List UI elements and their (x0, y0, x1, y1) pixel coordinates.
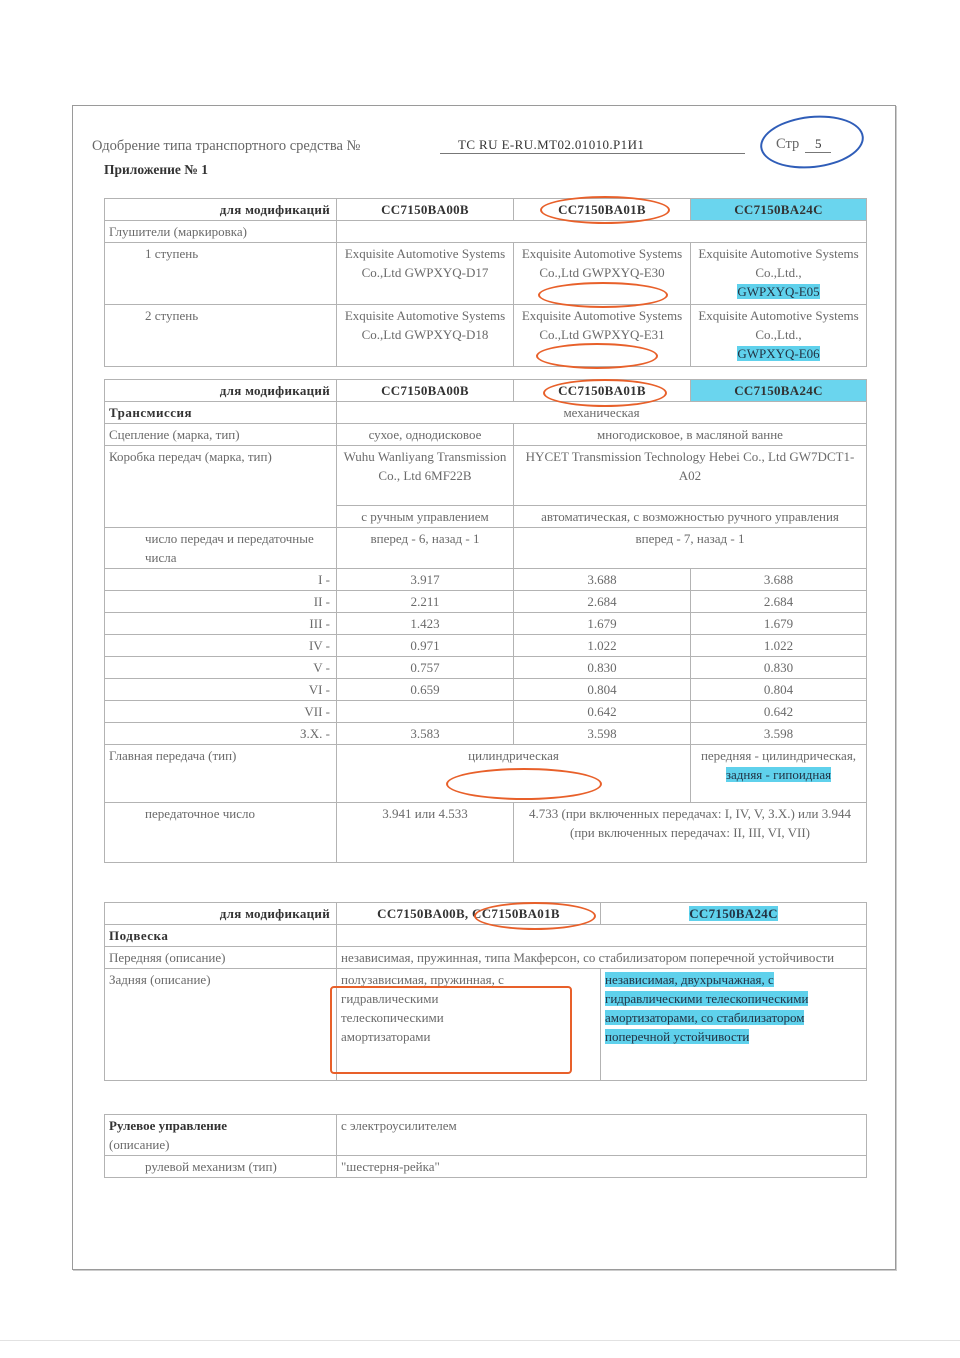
table-cell: "шестерня-рейка" (337, 1156, 867, 1178)
mod-header: CC7150BA24C (691, 199, 867, 221)
table-cell: автоматическая, с возможностью ручного управления (514, 506, 867, 528)
table-row (105, 305, 867, 367)
muffler-table (104, 198, 867, 367)
table-cell: 3.688 (514, 569, 691, 591)
table-row (105, 679, 867, 701)
table-cell: 1.022 (691, 635, 867, 657)
table-row (105, 199, 867, 221)
table-cell: 3.598 (514, 723, 691, 745)
gear-label: VI - (105, 679, 337, 701)
section-label: Трансмиссия (105, 402, 337, 424)
table-cell (691, 305, 867, 367)
row-label (105, 1115, 337, 1156)
table-cell: Exquisite Automotive Systems Co.,Ltd GWPXYQ-E30 (514, 243, 691, 305)
gear-label: I - (105, 569, 337, 591)
mod-header: CC7150BA00B (337, 199, 514, 221)
table-cell: цилиндрическая (337, 745, 691, 803)
table-cell: 0.830 (691, 657, 867, 679)
table-cell: 0.642 (514, 701, 691, 723)
highlighted-text: GWPXYQ-E05 (737, 284, 820, 299)
mod-text: CC7150BA00B, (377, 906, 469, 921)
orange-oval-mark (540, 196, 670, 224)
modifications-label: для модификаций (105, 380, 337, 402)
table-cell: 0.804 (691, 679, 867, 701)
table-cell: Exquisite Automotive Systems Co.,Ltd GWPXYQ-D17 (337, 243, 514, 305)
row-label: Передняя (описание) (105, 947, 337, 969)
table-cell: HYCET Transmission Technology Hebei Co., Ltd GW7DCT1-A02 (514, 446, 867, 506)
table-cell: с электроусилителем (337, 1115, 867, 1156)
table-cell: с ручным управлением (337, 506, 514, 528)
row-label: передаточное число (105, 803, 337, 863)
mod-header: CC7150BA01B (514, 199, 691, 221)
table-row (105, 221, 867, 243)
row-label: число передач и передаточные числа (105, 528, 337, 569)
table-cell: 0.804 (514, 679, 691, 701)
table-row (105, 243, 867, 305)
table-row (105, 701, 867, 723)
modifications-label: для модификаций (105, 199, 337, 221)
table-row (105, 380, 867, 402)
orange-oval-mark (474, 902, 596, 930)
orange-box-mark (330, 986, 572, 1074)
table-cell: 3.688 (691, 569, 867, 591)
table-row (105, 569, 867, 591)
gear-label: II - (105, 591, 337, 613)
table-cell (691, 745, 867, 803)
table-cell: 0.830 (514, 657, 691, 679)
table-cell: 2.211 (337, 591, 514, 613)
highlighted-text: задняя - гипоидная (725, 767, 832, 782)
page-number: 5 (805, 136, 831, 153)
orange-oval-mark (446, 768, 602, 800)
approval-number: ТС RU E-RU.МТ02.01010.Р1И1 (440, 137, 745, 154)
table-cell: 1.679 (691, 613, 867, 635)
mod-header: CC7150BA24C (691, 380, 867, 402)
table-row (105, 947, 867, 969)
table-cell: полузависимая, пружинная, с гидравлическими телескопическими амортизаторами (337, 969, 601, 1081)
table-cell: 3.598 (691, 723, 867, 745)
row-label: Задняя (описание) (105, 969, 337, 1081)
row-label: Главная передача (тип) (105, 745, 337, 803)
scan-edge-line (0, 1340, 960, 1341)
row-label: Глушители (маркировка) (105, 221, 337, 243)
table-cell (691, 243, 867, 305)
mod-header: CC7150BA01B (514, 380, 691, 402)
approval-label: Одобрение типа транспортного средства № (92, 138, 361, 154)
table-cell: 1.423 (337, 613, 514, 635)
table-cell: независимая, пружинная, типа Макферсон, со стабилизатором поперечной устойчивости (337, 947, 867, 969)
gear-label: З.Х. - (105, 723, 337, 745)
row-label: 2 ступень (105, 305, 337, 367)
highlighted-text: независимая, двухрычажная, с гидравлическими телескопическими амортизаторами, со стабилизатором поперечной устойчивости (605, 972, 809, 1044)
table-row (105, 803, 867, 863)
table-cell: 0.659 (337, 679, 514, 701)
gear-label: V - (105, 657, 337, 679)
orange-oval-mark (543, 379, 667, 407)
table-cell: 1.022 (514, 635, 691, 657)
table-cell: Wuhu Wanliyang Transmission Co., Ltd 6MF22B (337, 446, 514, 506)
table-cell: сухое, однодисковое (337, 424, 514, 446)
table-cell (337, 701, 514, 723)
table-row (105, 528, 867, 569)
table-cell (601, 969, 867, 1081)
orange-oval-mark (536, 343, 658, 369)
mod-header: CC7150BA00B (337, 380, 514, 402)
table-cell: 0.971 (337, 635, 514, 657)
table-cell: многодисковое, в масляной ванне (514, 424, 867, 446)
cell-text: передняя - цилиндрическая, (700, 748, 857, 763)
table-cell: 3.941 или 4.533 (337, 803, 514, 863)
table-row (105, 1156, 867, 1178)
table-cell: 0.757 (337, 657, 514, 679)
table-row (105, 657, 867, 679)
table-row (105, 1115, 867, 1156)
mod-header (601, 903, 867, 925)
table-cell: 4.733 (при включенных передачах: I, IV, V, З.Х.) или 3.944 (при включенных передачах: II, III, VI, VII) (514, 803, 867, 863)
table-cell: Exquisite Automotive Systems Co.,Ltd GWPXYQ-D18 (337, 305, 514, 367)
section-label: Рулевое управление (109, 1118, 228, 1133)
table-row (105, 446, 867, 506)
gear-label: VII - (105, 701, 337, 723)
table-row (105, 591, 867, 613)
table-row (105, 613, 867, 635)
row-label: рулевой механизм (тип) (105, 1156, 337, 1178)
cell-text: Exquisite Automotive Systems Co.,Ltd., (698, 246, 859, 280)
highlighted-text: GWPXYQ-E06 (737, 346, 820, 361)
row-sublabel: (описание) (109, 1137, 170, 1152)
table-cell: 2.684 (691, 591, 867, 613)
table-row (105, 402, 867, 424)
table-row (105, 424, 867, 446)
gear-label: III - (105, 613, 337, 635)
row-label: Коробка передач (марка, тип) (105, 446, 337, 528)
mod-text: CC7150BA01B (472, 906, 560, 921)
table-cell: 0.642 (691, 701, 867, 723)
modifications-label: для модификаций (105, 903, 337, 925)
steering-table (104, 1114, 867, 1178)
approval-header (92, 137, 645, 155)
table-row (105, 635, 867, 657)
table-cell: 1.679 (514, 613, 691, 635)
table-cell: механическая (337, 402, 867, 424)
orange-oval-mark (538, 282, 668, 308)
table-cell: 3.583 (337, 723, 514, 745)
highlighted-text: CC7150BA24C (689, 906, 778, 921)
row-label: 1 ступень (105, 243, 337, 305)
page-label: Стр (776, 136, 800, 152)
table-row (105, 925, 867, 947)
table-cell: 3.917 (337, 569, 514, 591)
table-cell: вперед - 7, назад - 1 (514, 528, 867, 569)
table-cell: Exquisite Automotive Systems Co.,Ltd GWPXYQ-E31 (514, 305, 691, 367)
section-label: Подвеска (105, 925, 337, 947)
gear-label: IV - (105, 635, 337, 657)
table-cell: вперед - 6, назад - 1 (337, 528, 514, 569)
annex-title: Приложение № 1 (104, 162, 208, 177)
cell-text: Exquisite Automotive Systems Co.,Ltd., (698, 308, 859, 342)
table-cell: 2.684 (514, 591, 691, 613)
row-label: Сцепление (марка, тип) (105, 424, 337, 446)
table-row (105, 723, 867, 745)
